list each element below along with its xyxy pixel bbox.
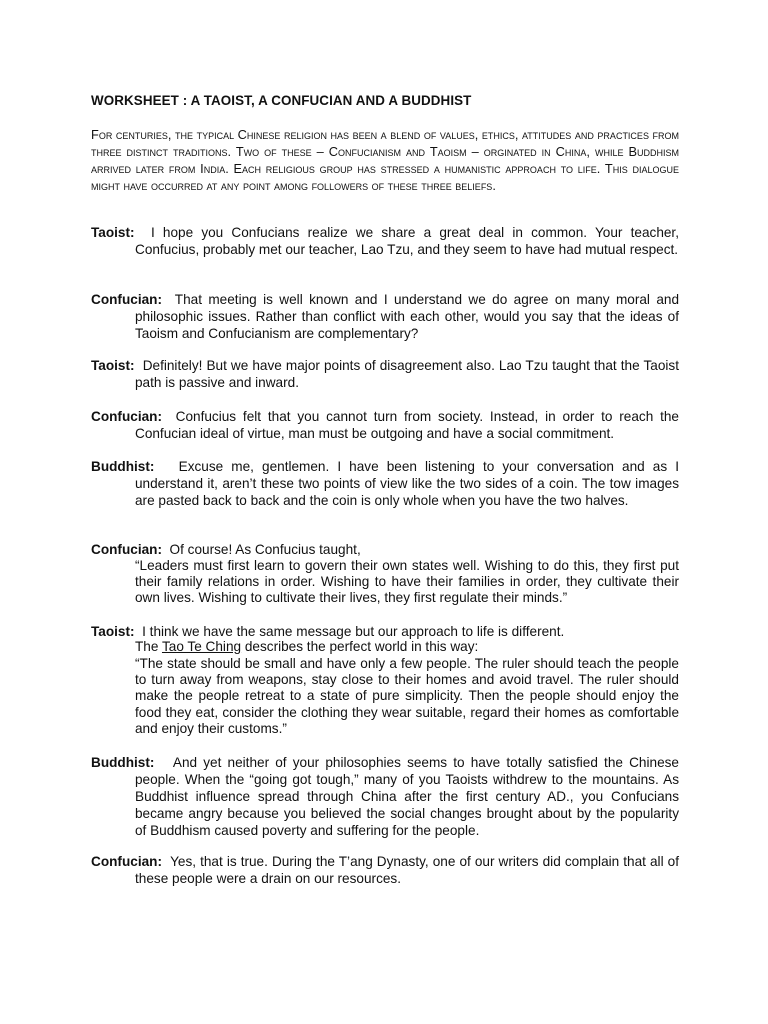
tao-te-ching-intro: The Tao Te Ching describes the perfect world in this way: xyxy=(135,639,479,654)
speech-text: Definitely! But we have major points of disagreement also. Lao Tzu taught that the Taoist path is passive and inward. xyxy=(135,358,679,390)
speech-text: I think we have the same message but our approach to life is different. xyxy=(142,624,565,639)
dialogue-entry xyxy=(91,623,679,640)
speech-text: That meeting is well known and I understand we do agree on many moral and philosophic issues. Rather than conflict with each other, would you say that the ideas of Taoism and Confucianism are complementary? xyxy=(135,292,679,341)
speech-text: And yet neither of your philosophies seems to have totally satisfied the Chinese people. When the “going got tough,” many of you Taoists withdrew to the mountains. As Buddhist influence spread through China after the first century AD., you Confucians became angry because you believed the social changes brought about by the popularity of Buddhism caused poverty and suffering for the people. xyxy=(135,755,679,838)
speech-text: I hope you Confucians realize we share a great deal in common. Your teacher, Confucius, probably met our teacher, Lao Tzu, and they seem to have had mutual respect. xyxy=(135,225,679,257)
dialogue-entry xyxy=(91,357,679,391)
intro-paragraph: For centuries, the typical Chinese religion has been a blend of values, ethics, attitudes and practices from three distinct traditions. Two of these – Confucianism and Taoism – orginated in China, while Buddhism arrived later from India. Each religious group has stressed a humanistic approach to life. This dialogue might have occurred at any point among followers of these three beliefs. xyxy=(91,127,679,193)
speaker-label: Confucian: xyxy=(91,409,162,424)
speaker-label: Confucian: xyxy=(91,542,162,557)
dialogue-entry xyxy=(91,291,679,342)
confucius-quote: “Leaders must first learn to govern their own states well. Wishing to do this, they first put their family relations in order. Wishing to have their families in order, they cultivate their own lives. Wishing to cultivate their lives, they first regulate their minds.” xyxy=(135,558,679,606)
speaker-label: Taoist: xyxy=(91,225,135,240)
book-title: Tao Te Ching xyxy=(161,639,242,654)
dialogue-entry xyxy=(91,408,679,442)
speaker-label: Taoist: xyxy=(91,624,135,639)
tao-te-ching-quote: “The state should be small and have only a few people. The ruler should teach the people to turn away from weapons, stay close to their homes and avoid travel. The ruler should make the people retreat to a state of pure simplicity. Then the people should enjoy the food they eat, consider the clothing they wear suitable, regard their homes as comfortable and enjoy their customs.” xyxy=(135,656,679,736)
dialogue-entry xyxy=(91,541,679,558)
dialogue-entry xyxy=(91,853,679,887)
speaker-label: Buddhist: xyxy=(91,755,155,770)
speech-text: Of course! As Confucius taught, xyxy=(169,542,361,557)
speech-text: Confucius felt that you cannot turn from society. Instead, in order to reach the Confucian ideal of virtue, man must be outgoing and have a social commitment. xyxy=(135,409,679,441)
speaker-label: Taoist: xyxy=(91,358,135,373)
speaker-label: Buddhist: xyxy=(91,459,155,474)
speaker-label: Confucian: xyxy=(91,292,162,307)
worksheet-title: WORKSHEET : A TAOIST, A CONFUCIAN AND A BUDDHIST xyxy=(91,93,472,108)
dialogue-entry xyxy=(91,224,679,258)
speech-text: Excuse me, gentlemen. I have been listening to your conversation and as I understand it, aren’t these two points of view like the two sides of a coin. The tow images are pasted back to back and the coin is only whole when you have the two halves. xyxy=(135,459,679,508)
speech-text: Yes, that is true. During the T’ang Dynasty, one of our writers did complain that all of these people were a drain on our resources. xyxy=(135,854,679,886)
speaker-label: Confucian: xyxy=(91,854,162,869)
dialogue-entry xyxy=(91,458,679,509)
dialogue-entry xyxy=(91,754,679,839)
